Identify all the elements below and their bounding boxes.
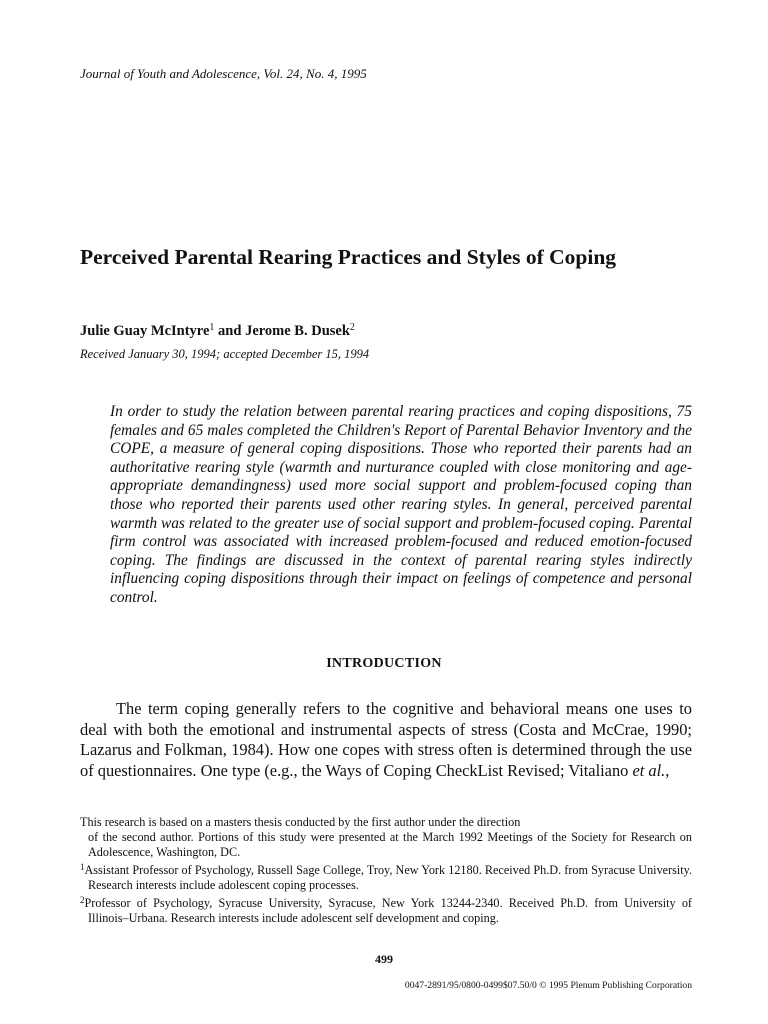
footnote-acknowledgment [80,815,692,860]
journal-citation: Journal of Youth and Adolescence, Vol. 24, No. 4, 1995 [80,66,367,81]
abstract: In order to study the relation between parental rearing practices and coping dispositions, 75 females and 65 males completed the Children's Report of Parental Behavior Inventory and the COPE, a measure of general coping dispositions. Those who reported their parents had an authoritative rearing style (warmth and nurturance coupled with close monitoring and age-appropriate demandingness) used more social support and problem-focused coping than those who reported their parents used other rearing styles. In general, perceived parental warmth was related to the greater use of social support and problem-focused coping. Parental firm control was associated with increased problem-focused and reduced emotion-focused coping. The findings are discussed in the context of parental rearing styles indirectly influencing coping dispositions through their impact on feelings of competence and personal control. [110,403,692,606]
footnotes [80,815,692,926]
footnote-text: Assistant Professor of Psychology, Russell Sage College, Troy, New York 12180. Received Ph.D. from Syracuse University. Research interests include adolescent coping processes. [84,863,692,892]
citation-et-al: et al. [632,760,666,780]
intro-paragraph [80,699,692,781]
section-heading: INTRODUCTION [326,656,442,671]
article-title: Perceived Parental Rearing Practices and Styles of Coping [80,245,617,269]
author-line [80,322,355,340]
page-number: 499 [375,952,393,966]
footnote-text: Professor of Psychology, Syracuse University, Syracuse, New York 13244-2340. Received Ph.D. from University of Illinois–Urbana. Research interests include adolescent self development and coping. [84,896,692,925]
footnote-text: This research is based on a masters thesis conducted by the first author under the direction [80,815,521,829]
footnote-1 [80,860,692,893]
footnote-marker: 2 [80,895,85,905]
author-separator: and [214,323,246,339]
copyright-line: 0047-2891/95/0800-0499$07.50/0 © 1995 Plenum Publishing Corporation [404,980,692,991]
author-name: Jerome B. Dusek [245,323,350,339]
footnote-text: of the second author. Portions of this study were presented at the March 1992 Meetings of the Society for Research on Adolescence, Washington, DC. [88,830,692,859]
author-name: Julie Guay McIntyre [80,323,210,339]
paragraph-text-end: , [665,760,670,780]
footnote-2 [80,893,692,926]
received-dates: Received January 30, 1994; accepted December 15, 1994 [80,347,370,361]
footnote-marker: 1 [80,862,85,872]
footnote-marker: 1 [209,322,215,333]
footnote-marker: 2 [349,322,355,333]
paragraph-text: The term coping generally refers to the cognitive and behavioral means one uses to deal with both the emotional and instrumental aspects of stress (Costa and McCrae, 1990; Lazarus and Folkman, 1984). How one copes with stress often is determined through the use of questionnaires. One type (e.g., the Ways of Coping CheckList Revised; Vitaliano [80,699,692,780]
